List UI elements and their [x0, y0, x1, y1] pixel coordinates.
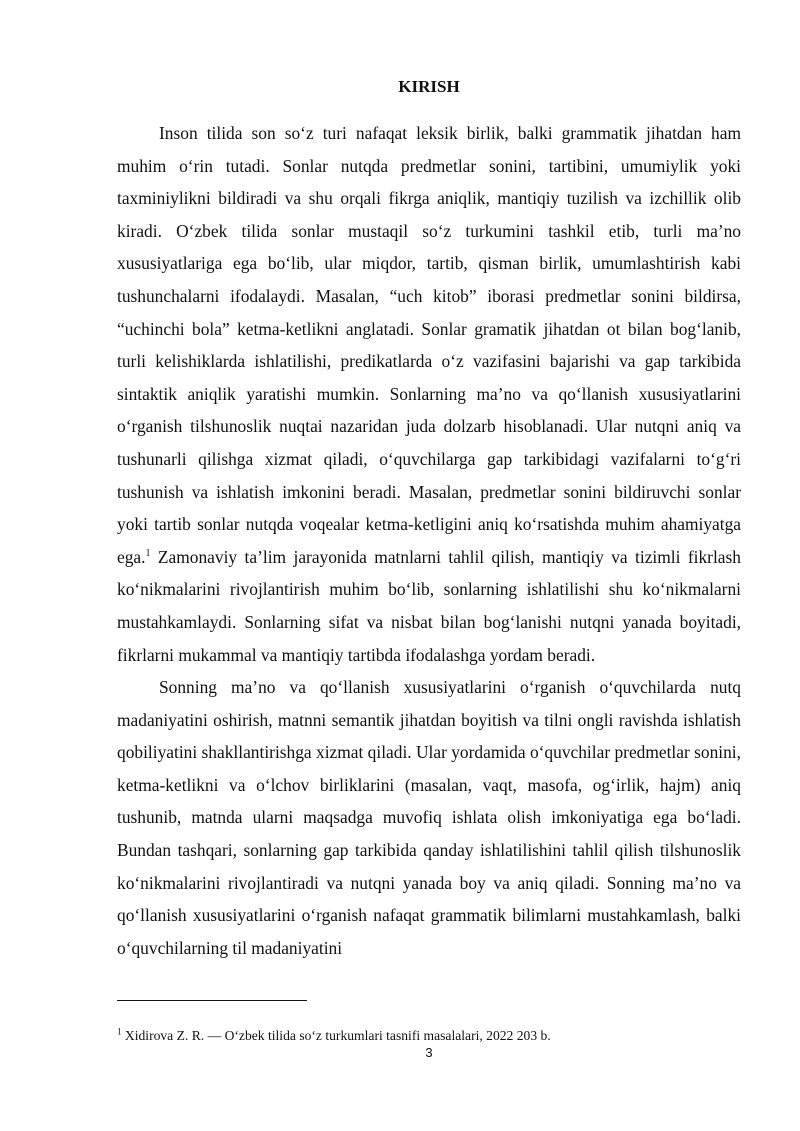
footnote	[117, 1027, 741, 1044]
footnote-separator	[117, 1000, 307, 1001]
paragraph-1-text-b: Zamonaviy ta’lim jarayonida matnlarni tahlil qilish, mantiqiy va tizimli fikrlash ko‘nikmalarini rivojlantirish muhim bo‘lib, sonlarning ishlatilishi shu ko‘nikmalarni mustahkamlaydi. Sonlarning sifat va nisbat bilan bog‘lanishi nutqni yanada boyitadi, fikrlarni mukammal va mantiqiy tartibda ifodalashga yordam beradi.	[117, 546, 741, 665]
footnote-text: Xidirova Z. R. — O‘zbek tilida so‘z turkumlari tasnifi masalalari, 2022 203 b.	[121, 1028, 551, 1043]
paragraph-1-text-a: Inson tilida son so‘z turi nafaqat leksik birlik, balki grammatik jihatdan ham muhim o‘rin tutadi. Sonlar nutqda predmetlar sonini, tartibini, umumiylik yoki taxminiylikni bildiradi va shu orqali fikrga aniqlik, mantiqiy tuzilish va izchillik olib kiradi. O‘zbek tilida sonlar mustaqil so‘z turkumini tashkil etib, turli ma’no xususiyatlariga ega bo‘lib, ular miqdor, tartib, qisman birlik, umumlashtirish kabi tushunchalarni ifodalaydi. Masalan, “uch kitob” iborasi predmetlar sonini bildirsa, “uchinchi bola” ketma-ketlikni anglatadi. Sonlar gramatik jihatdan ot bilan bog‘lanib, turli kelishiklarda ishlatilishi, predikatlarda o‘z vazifasini bajarishi va gap tarkibida sintaktik aniqlik yaratishi mumkin. Sonlarning ma’no va qo‘llanish xususiyatlarini o‘rganish tilshunoslik nuqtai nazaridan juda dolzarb hisoblanadi. Ular nutqni aniq va tushunarli qilishga xizmat qiladi, o‘quvchilarga gap tarkibidagi vazifalarni to‘g‘ri tushunish va ishlatish imkonini beradi. Masalan, predmetlar sonini bildiruvchi sonlar yoki tartib sonlar nutqda voqealar ketma-ketligini aniq ko‘rsatishda muhim ahamiyatga ega.	[117, 123, 741, 567]
footnote-mark: 1	[117, 1026, 122, 1037]
body-text	[117, 117, 741, 964]
section-heading: KIRISH	[398, 77, 460, 96]
paragraph-1	[117, 117, 741, 671]
paragraph-2: Sonning ma’no va qo‘llanish xususiyatlarini o‘rganish o‘quvchilarda nutq madaniyatini oshirish, matnni semantik jihatdan boyitish va tilni ongli ravishda ishlatish qobiliyatini shakllantirishga xizmat qiladi. Ular yordamida o‘quvchilar predmetlar sonini, ketma-ketlikni va o‘lchov birliklarini (masalan, vaqt, masofa, og‘irlik, hajm) aniq tushunib, matnda ularni maqsadga muvofiq ishlata olish imkoniyatiga ega bo‘ladi. Bundan tashqari, sonlarning gap tarkibida qanday ishlatilishini tahlil qilish tilshunoslik ko‘nikmalarini rivojlantiradi va nutqni yanada boy va aniq qiladi. Sonning ma’no va qo‘llanish xususiyatlarini o‘rganish nafaqat grammatik bilimlarni mustahkamlash, balki o‘quvchilarning til madaniyatini	[117, 677, 741, 958]
footnote-reference[interactable]: 1	[145, 547, 151, 559]
page-number: 3	[425, 1045, 433, 1060]
